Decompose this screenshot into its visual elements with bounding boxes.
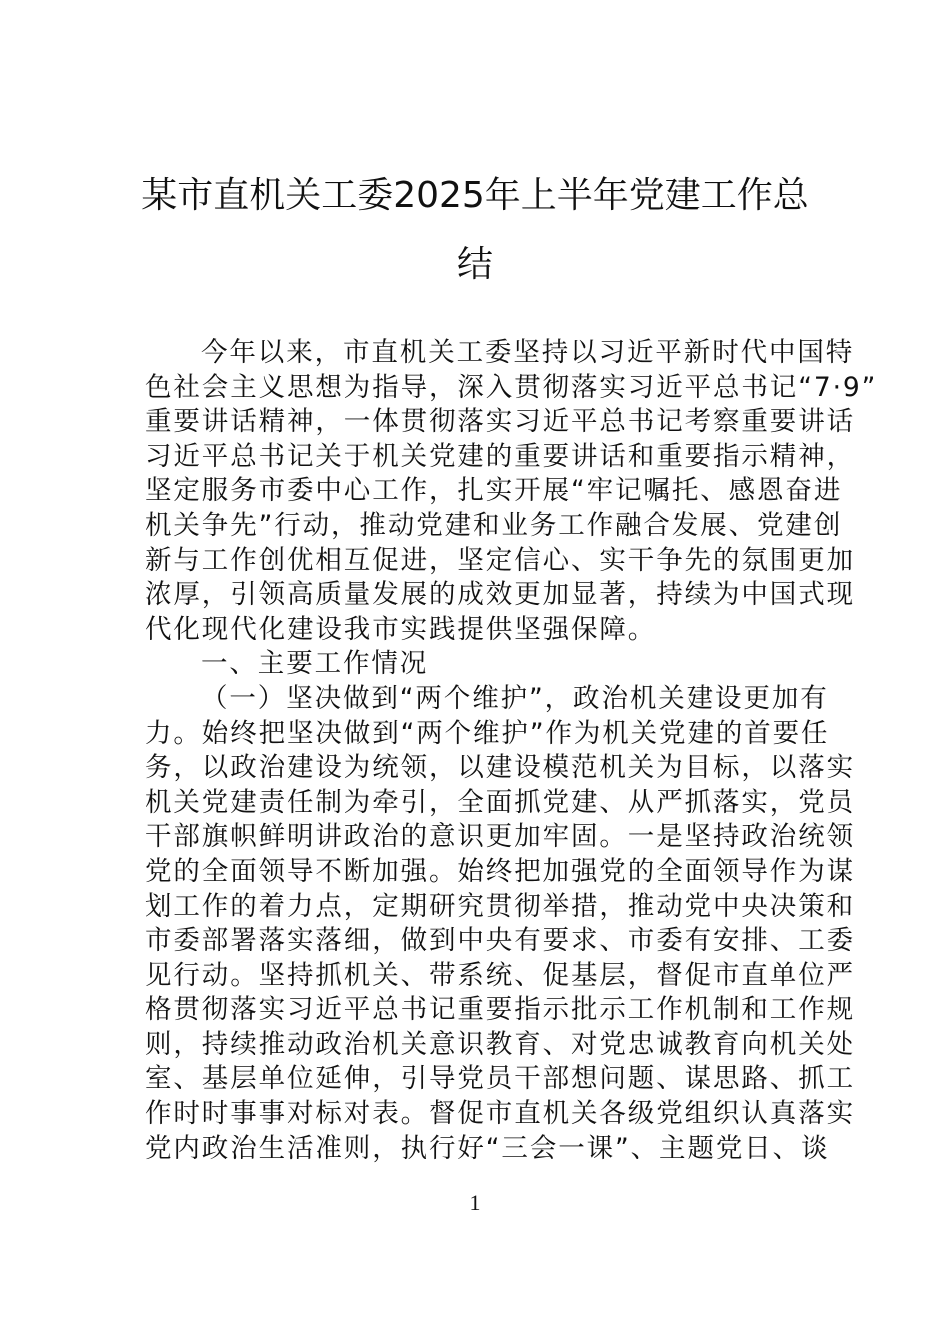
page-number: 1 [469, 1190, 481, 1215]
paragraph-line: 划工作的着力点，定期研究贯彻举措，推动党中央决策和 [145, 890, 855, 922]
paragraph-intro-line: 今年以来，市直机关工委坚持以习近平新时代中国特 [201, 337, 855, 368]
paragraph-line: 室、基层单位延伸，引导党员干部想问题、谋思路、抓工 [145, 1063, 855, 1095]
paragraph-intro-line: 习近平总书记关于机关党建的重要讲话和重要指示精神， [145, 440, 855, 472]
section-heading: 一、主要工作情况 [201, 648, 429, 680]
paragraph-line: 则，持续推动政治机关意识教育、对党忠诚教育向机关处 [145, 1028, 855, 1060]
subsection-heading-line: （一）坚决做到“两个维护”，政治机关建设更加有 [201, 682, 829, 714]
document-title-line-2: 结 [456, 244, 493, 285]
paragraph-line: 市委部署落实落细，做到中央有要求、市委有安排、工委 [145, 925, 855, 957]
paragraph-line: 格贯彻落实习近平总书记重要指示批示工作机制和工作规 [145, 994, 855, 1026]
paragraph-line: 力。始终把坚决做到“两个维护”作为机关党建的首要任 [145, 717, 830, 749]
paragraph-line: 干部旗帜鲜明讲政治的意识更加牢固。一是坚持政治统领 [145, 821, 855, 853]
paragraph-line: 见行动。坚持抓机关、带系统、促基层，督促市直单位严 [145, 959, 855, 991]
paragraph-line: 务，以政治建设为统领，以建设模范机关为目标，以落实 [145, 752, 855, 784]
paragraph-intro-line: 色社会主义思想为指导，深入贯彻落实习近平总书记“7·9” [145, 371, 878, 403]
paragraph-intro-line: 新与工作创优相互促进，坚定信心、实干争先的氛围更加 [145, 544, 855, 576]
paragraph-line: 党的全面领导不断加强。始终把加强党的全面领导作为谋 [145, 855, 855, 887]
document-body [145, 336, 878, 1166]
paragraph-intro-line: 机关争先”行动，推动党建和业务工作融合发展、党建创 [145, 509, 843, 541]
paragraph-intro-line: 重要讲话精神，一体贯彻落实习近平总书记考察重要讲话 [145, 406, 855, 438]
paragraph-line: 机关党建责任制为牵引，全面抓党建、从严抓落实，党员 [145, 786, 855, 818]
paragraph-line: 党内政治生活准则，执行好“三会一课”、主题党日、谈 [145, 1132, 830, 1164]
paragraph-intro-line: 代化现代化建设我市实践提供坚强保障。 [145, 613, 657, 645]
paragraph-line: 作时时事事对标对表。督促市直机关各级党组织认真落实 [145, 1098, 855, 1130]
paragraph-intro-line: 坚定服务市委中心工作，扎实开展“牢记嘱托、感恩奋进 [145, 475, 843, 507]
document-title-line-1: 某市直机关工委2025年上半年党建工作总 [141, 175, 809, 216]
paragraph-intro-line: 浓厚，引领高质量发展的成效更加显著，持续为中国式现 [145, 579, 855, 611]
